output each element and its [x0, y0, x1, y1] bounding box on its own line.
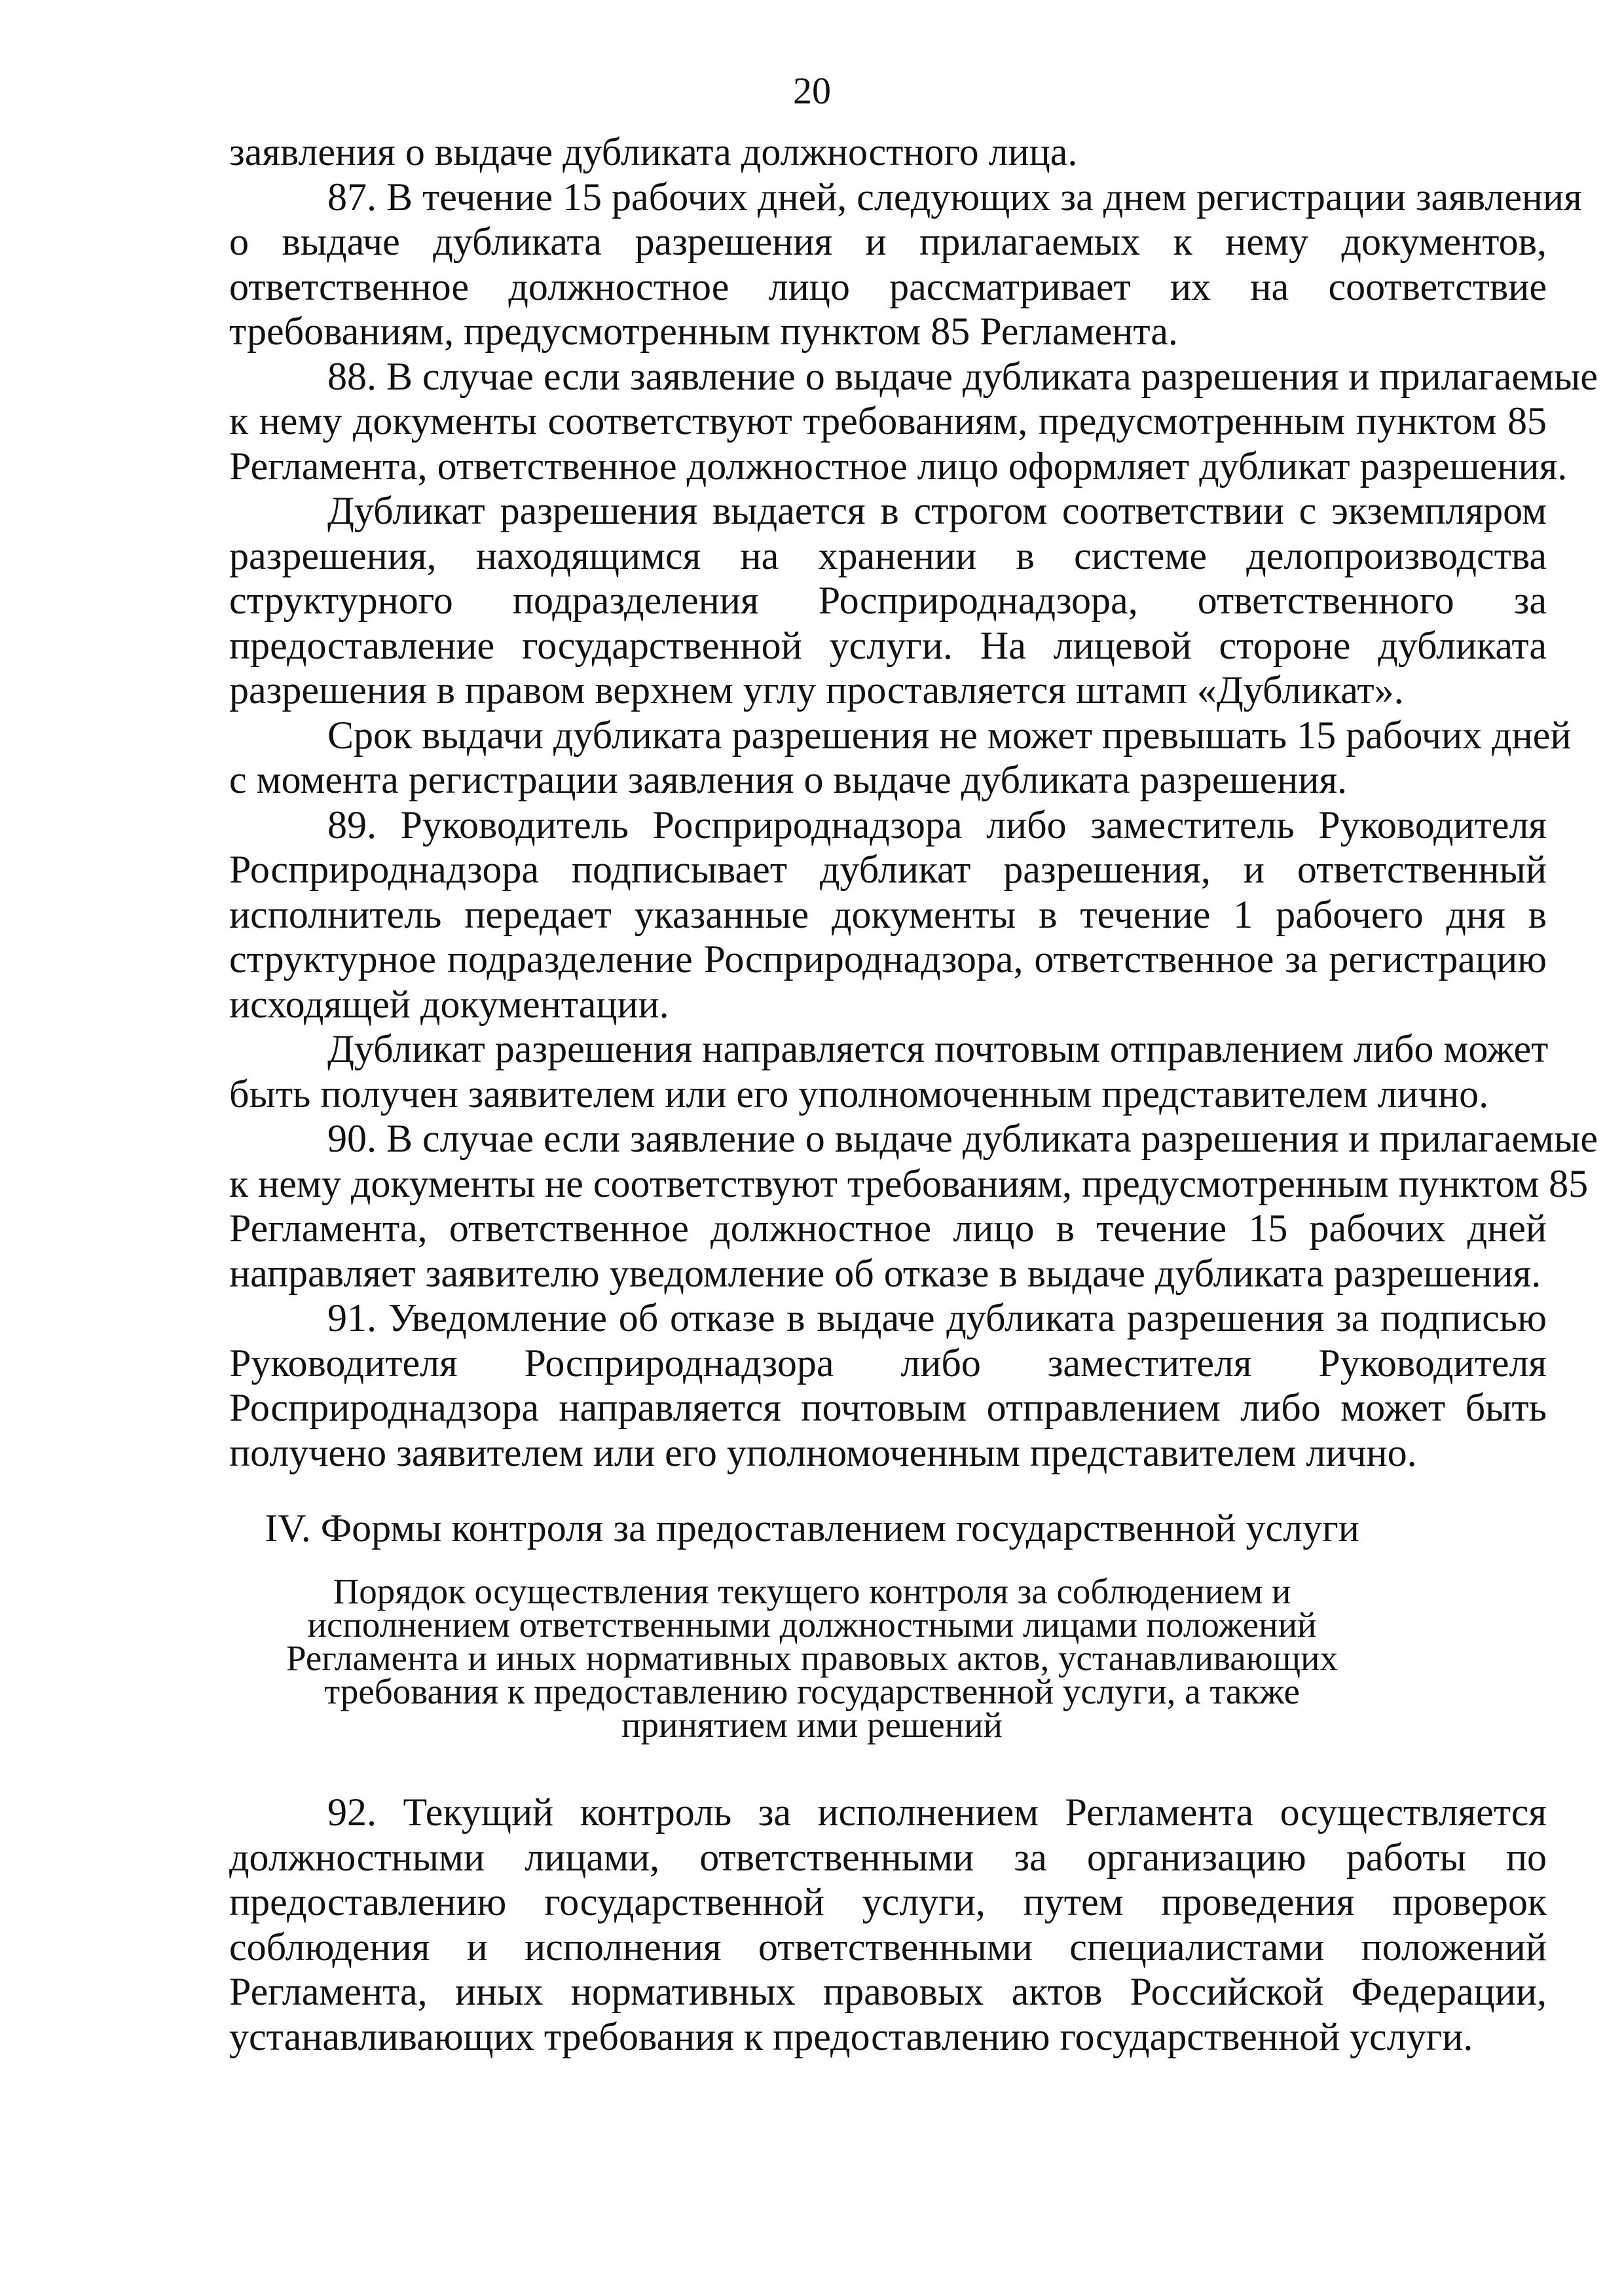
subsection-heading [0, 1571, 1624, 1745]
text-line: Срок выдачи дубликата разрешения не может превышать 15 рабочих дней [327, 713, 1572, 757]
paragraph-92 [229, 1790, 1547, 2059]
text-line: к нему документы соответствуют требованиям, предусмотренным пунктом 85 [229, 399, 1547, 443]
text-line: разрешения в правом верхнем углу проставляется штамп «Дубликат». [229, 668, 1404, 712]
text-line: заявления о выдаче дубликата должностного лица. [229, 130, 1078, 173]
text-line: исполнитель передает указанные документы в течение 1 рабочего дня в [229, 892, 1547, 936]
text-line: должностными лицами, ответственными за организацию работы по [229, 1835, 1547, 1879]
text-line: к нему документы не соответствуют требованиям, предусмотренным пунктом 85 [229, 1161, 1589, 1205]
page-number: 20 [793, 69, 831, 112]
text-line: направляет заявителю уведомление об отказе в выдаче дубликата разрешения. [229, 1251, 1541, 1295]
paragraph [229, 803, 1547, 1027]
subheading-line: Порядок осуществления текущего контроля за соблюдением и [333, 1571, 1291, 1611]
text-line: с момента регистрации заявления о выдаче дубликата разрешения. [229, 758, 1348, 801]
text-line: 92. Текущий контроль за исполнением Регламента осуществляется [327, 1791, 1547, 1834]
text-line: предоставлению государственной услуги, путем проведения проверок [229, 1880, 1547, 1923]
text-line: соблюдения и исполнения ответственными специалистами положений [229, 1925, 1547, 1969]
text-line: Регламента, ответственное должностное лицо оформляет дубликат разрешения. [229, 444, 1568, 488]
text-line: Росприроднадзора направляется почтовым отправлением либо может быть [229, 1386, 1547, 1429]
paragraph [229, 713, 1572, 803]
text-line: Регламента, иных нормативных правовых актов Российской Федерации, [229, 1970, 1547, 2013]
text-line: получено заявителем или его уполномоченным представителем лично. [229, 1430, 1417, 1474]
paragraph [229, 488, 1547, 713]
text-line: Дубликат разрешения направляется почтовым отправлением либо может [327, 1027, 1549, 1070]
text-line: быть получен заявителем или его уполномоченным представителем лично. [229, 1072, 1489, 1116]
text-line: структурного подразделения Росприроднадзора, ответственного за [229, 579, 1547, 622]
text-line: о выдаче дубликата разрешения и прилагаемых к нему документов, [229, 220, 1547, 263]
paragraph [229, 130, 1547, 175]
text-line: разрешения, находящимся на хранении в системе делопроизводства [229, 534, 1547, 577]
text-line: требованиям, предусмотренным пунктом 85 Регламента. [229, 310, 1178, 353]
text-line: 88. В случае если заявление о выдаче дубликата разрешения и прилагаемые [327, 354, 1598, 398]
paragraph [229, 1116, 1598, 1296]
text-line: 87. В течение 15 рабочих дней, следующих за днем регистрации заявления [327, 175, 1582, 219]
paragraph [229, 354, 1598, 489]
subheading-line: требования к предоставлению государственной услуги, а также [324, 1671, 1300, 1711]
paragraph [229, 175, 1582, 354]
paragraph [229, 1296, 1547, 1475]
subheading-line: принятием ими решений [621, 1705, 1003, 1745]
text-line: структурное подразделение Росприроднадзора, ответственное за регистрацию [229, 938, 1547, 981]
text-line: Росприроднадзора подписывает дубликат разрешения, и ответственный [229, 848, 1547, 891]
text-line: Руководителя Росприроднадзора либо заместителя Руководителя [229, 1341, 1547, 1385]
text-line: Дубликат разрешения выдается в строгом соответствии с экземпляром [327, 489, 1547, 532]
subheading-line: Регламента и иных нормативных правовых актов, устанавливающих [286, 1638, 1338, 1678]
document-body [229, 130, 1598, 1475]
text-line: исходящей документации. [229, 982, 669, 1026]
text-line: устанавливающих требования к предоставлению государственной услуги. [229, 2014, 1473, 2058]
paragraph [229, 1027, 1547, 1116]
text-line: предоставление государственной услуги. На лицевой стороне дубликата [229, 623, 1547, 667]
section-heading: IV. Формы контроля за предоставлением государственной услуги [265, 1506, 1359, 1550]
text-line: ответственное должностное лицо рассматривает их на соответствие [229, 264, 1547, 308]
subheading-line: исполнением ответственными должностными лицами положений [307, 1605, 1317, 1645]
text-line: 89. Руководитель Росприроднадзора либо заместитель Руководителя [327, 803, 1547, 847]
text-line: 91. Уведомление об отказе в выдаче дубликата разрешения за подписью [327, 1296, 1547, 1339]
text-line: Регламента, ответственное должностное лицо в течение 15 рабочих дней [229, 1207, 1547, 1250]
text-line: 90. В случае если заявление о выдаче дубликата разрешения и прилагаемые [327, 1117, 1598, 1160]
